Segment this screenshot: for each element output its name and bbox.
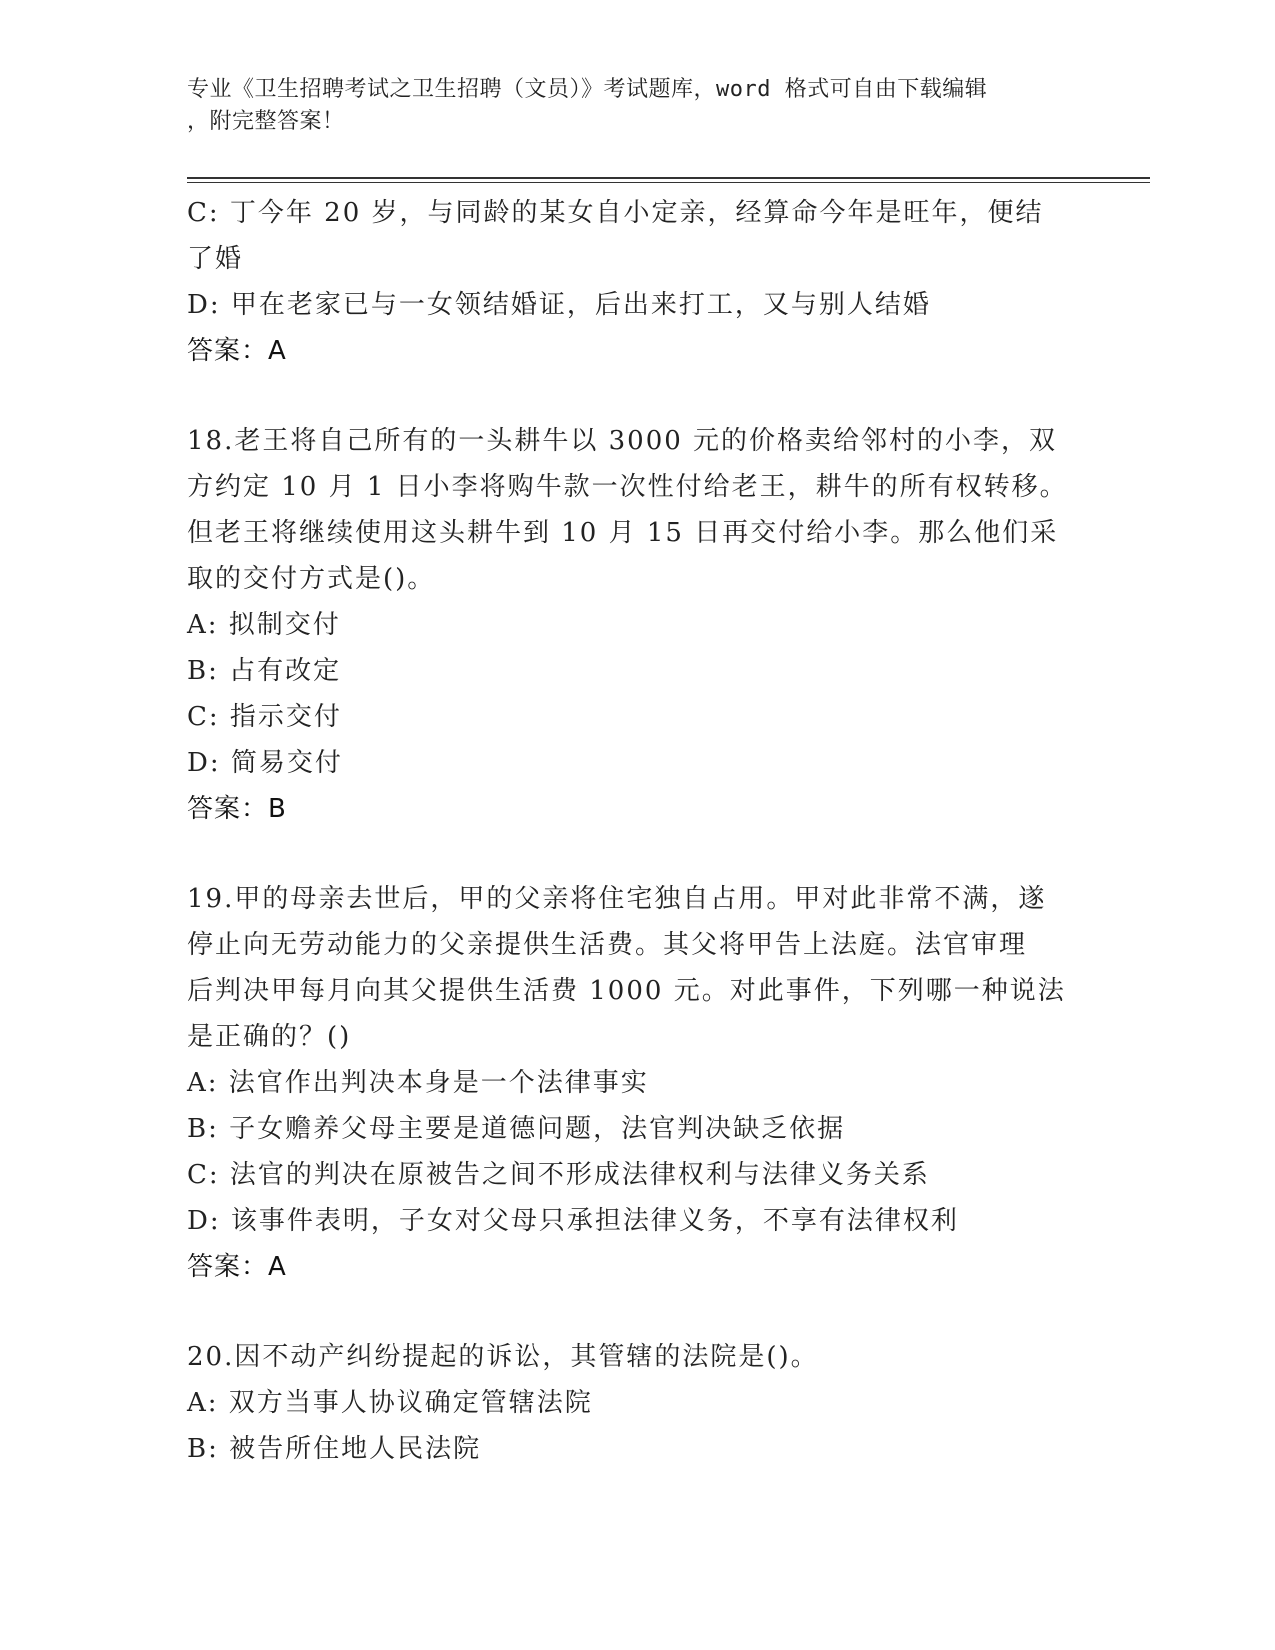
question-17 <box>187 190 1087 374</box>
document-header <box>187 74 1067 138</box>
q18-stem-line-1: 18.老王将自己所有的一头耕牛以 3000 元的价格卖给邻村的小李，双 <box>187 426 1058 456</box>
q18-option-d: D: 简易交付 <box>187 748 343 778</box>
spacer <box>187 832 1087 876</box>
q19-stem-line-4: 是正确的？() <box>187 1022 352 1052</box>
header-line-2: ，附完整答案！ <box>187 109 345 134</box>
spacer <box>187 374 1087 418</box>
q20-option-b: B: 被告所住地人民法院 <box>187 1434 482 1464</box>
question-18 <box>187 418 1087 832</box>
q20-option-a: A: 双方当事人协议确定管辖法院 <box>187 1388 593 1418</box>
q19-option-c: C: 法官的判决在原被告之间不形成法律权利与法律义务关系 <box>187 1160 930 1190</box>
q17-option-d: D: 甲在老家已与一女领结婚证，后出来打工，又与别人结婚 <box>187 290 931 320</box>
header-rule-thin <box>187 182 1150 183</box>
q18-stem-line-3: 但老王将继续使用这头耕牛到 10 月 15 日再交付给小李。那么他们采 <box>187 518 1059 548</box>
q17-option-c-line-1: C: 丁今年 20 岁，与同龄的某女自小定亲，经算命今年是旺年，便结 <box>187 198 1044 228</box>
q18-option-a: A: 拟制交付 <box>187 610 341 640</box>
q18-stem-line-4: 取的交付方式是()。 <box>187 564 436 594</box>
question-19 <box>187 876 1087 1290</box>
question-20 <box>187 1334 1087 1472</box>
q19-stem-line-3: 后判决甲每月向其父提供生活费 1000 元。对此事件，下列哪一种说法 <box>187 976 1066 1006</box>
q19-answer: 答案：A <box>187 1252 287 1282</box>
q17-answer: 答案：A <box>187 336 287 366</box>
header-rule-thick <box>187 177 1150 179</box>
q19-stem-line-1: 19.甲的母亲去世后，甲的父亲将住宅独自占用。甲对此非常不满，遂 <box>187 884 1047 914</box>
question-content <box>187 190 1087 1472</box>
q18-stem-line-2: 方约定 10 月 1 日小李将购牛款一次性付给老王，耕牛的所有权转移。 <box>187 472 1068 502</box>
q19-option-d: D: 该事件表明，子女对父母只承担法律义务，不享有法律权利 <box>187 1206 959 1236</box>
q18-option-c: C: 指示交付 <box>187 702 342 732</box>
q19-stem-line-2: 停止向无劳动能力的父亲提供生活费。其父将甲告上法庭。法官审理 <box>187 930 1028 960</box>
spacer <box>187 1290 1087 1334</box>
q20-stem-line-1: 20.因不动产纠纷提起的诉讼，其管辖的法院是()。 <box>187 1342 819 1372</box>
q19-option-a: A: 法官作出判决本身是一个法律事实 <box>187 1068 649 1098</box>
q18-option-b: B: 占有改定 <box>187 656 342 686</box>
header-line-1: 专业《卫生招聘考试之卫生招聘（文员）》考试题库，word 格式可自由下载编辑 <box>187 77 988 102</box>
q17-option-c-line-2: 了婚 <box>187 244 244 274</box>
q18-answer: 答案：B <box>187 794 287 824</box>
q19-option-b: B: 子女赡养父母主要是道德问题，法官判决缺乏依据 <box>187 1114 846 1144</box>
